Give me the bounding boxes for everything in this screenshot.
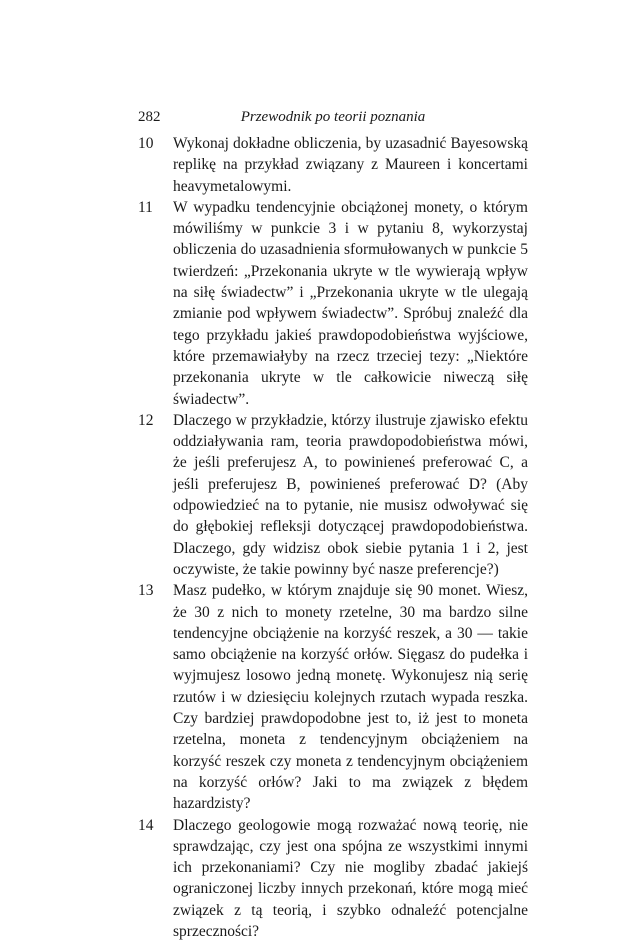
exercise-number: 12 <box>138 410 154 431</box>
exercise-number: 14 <box>138 815 154 836</box>
page-number: 282 <box>138 107 161 127</box>
exercise-number: 13 <box>138 580 154 601</box>
exercise-number: 11 <box>138 197 153 218</box>
exercise-item <box>138 815 528 942</box>
exercise-item <box>138 580 528 814</box>
exercise-item <box>138 133 528 197</box>
exercise-list <box>138 133 528 942</box>
exercise-item <box>138 410 528 580</box>
exercise-number: 10 <box>138 133 154 154</box>
running-title: Przewodnik po teorii poznania <box>138 107 528 127</box>
page-header <box>138 107 528 127</box>
exercise-text: Masz pudełko, w którym znajduje się 90 monet. Wiesz, że 30 z nich to monety rzetelne, 30 ma bardzo silne tendencyjne obciążenie na korzyść reszek, a 30 — takie samo obciążenie na korzyść orłów. Sięgasz do pudełka i wyjmujesz losowo jedną monetę. Wykonujesz nią serię rzutów i w dziesięciu kolejnych rzutach wypada reszka. Czy bardziej prawdopodobne jest to, iż jest to moneta rzetelna, moneta z tendencyjnym obciążeniem na korzyść reszek czy moneta z tendencyjnym obciążeniem na korzyść orłów? Jaki to ma związek z błędem hazardzisty? <box>173 580 528 814</box>
exercise-text: W wypadku tendencyjnie obciążonej monety, o którym mówiliśmy w punkcie 3 i w pytaniu 8, wykorzystaj obliczenia do uzasadnienia sformułowanych w punkcie 5 twierdzeń: „Przekonania ukryte w tle wywierają wpływ na siłę świadectw” i „Przekonania ukryte w tle ulegają zmianie pod wpływem świadectw”. Spróbuj znaleźć dla tego przykładu jakieś prawdopodobieństwa wyjściowe, które przemawiałyby na rzecz trzeciej tezy: „Niektóre przekonania ukryte w tle całkowicie niweczą siłę świadectw”. <box>173 197 528 410</box>
exercise-text: Dlaczego geologowie mogą rozważać nową teorię, nie sprawdzając, czy jest ona spójna ze wszystkimi innymi ich przekonaniami? Czy nie mogliby zbadać jakiejś ograniczonej liczby innych przekonań, które mogą mieć związek z tą teorią, i szybko odnaleźć potencjalne sprzeczności? <box>173 815 528 942</box>
exercise-text: Dlaczego w przykładzie, którzy ilustruje zjawisko efektu oddziaływania ram, teoria prawdopodobieństwa mówi, że jeśli preferujesz A, to powinieneś preferować C, a jeśli preferujesz B, powinieneś preferować D? (Aby odpowiedzieć na to pytanie, nie musisz odwoływać się do głębokiej refleksji dotyczącej prawdopodobieństwa. Dlaczego, gdy widzisz obok siebie pytania 1 i 2, jest oczywiste, że takie powinny być nasze preferencje?) <box>173 410 528 580</box>
exercise-item <box>138 197 528 410</box>
exercise-text: Wykonaj dokładne obliczenia, by uzasadnić Bayesowską replikę na przykład związany z Maureen i koncertami heavymetalowymi. <box>173 133 528 197</box>
